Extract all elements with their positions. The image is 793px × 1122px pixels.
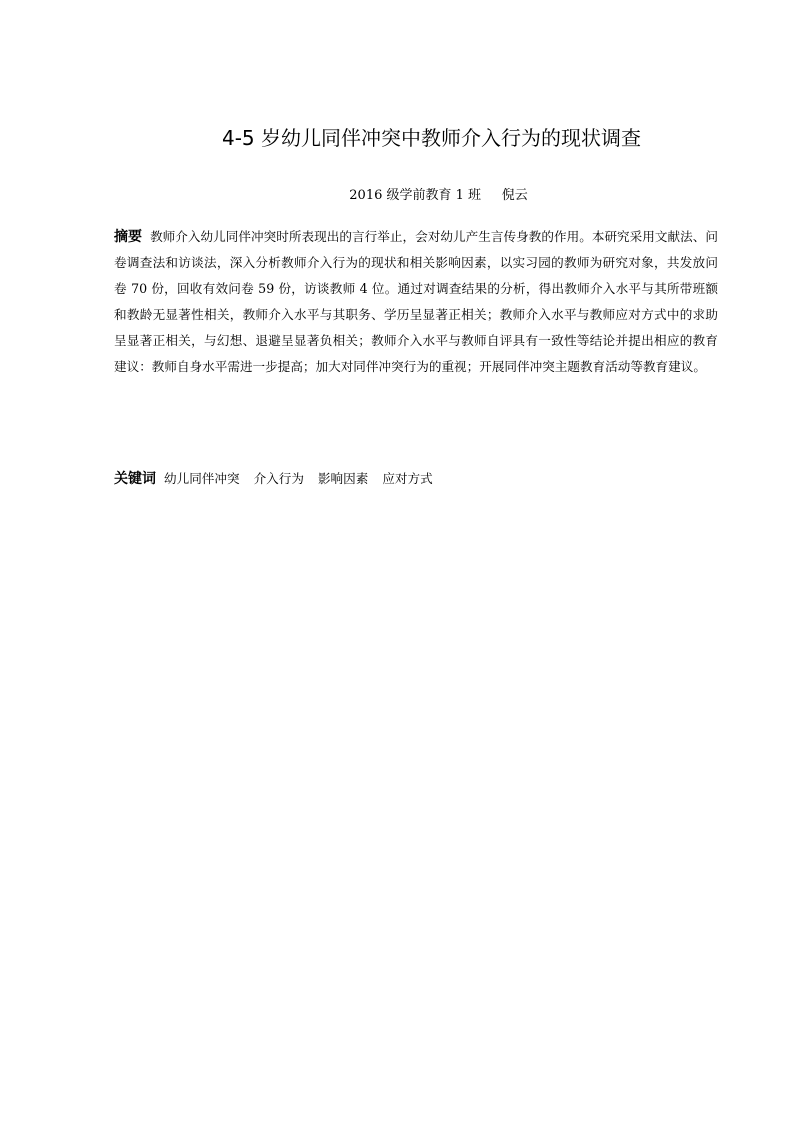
abstract-section: [114, 224, 718, 380]
keyword-item: 影响因素: [317, 471, 369, 486]
abstract-text: 教师介入幼儿同伴冲突时所表现出的言行举止，会对幼儿产生言传身教的作用。本研究采用文献法、问卷调查法和访谈法，深入分析教师介入行为的现状和相关影响因素，以实习园的教师为研究对象，共发放问卷 70 份，回收有效问卷 59 份，访谈教师 4 位。通过对调查结果的分析，得出教师介入水平与其所带班额和教龄无显著性相关，教师介入水平与其职务、学历呈显著正相关；教师介入水平与教师应对方式中的求助呈显著正相关，与幻想、退避呈显著负相关；教师介入水平与教师自评具有一致性等结论并提出相应的教育建议：教师自身水平需进一步提高；加大对同伴冲突行为的重视；开展同伴冲突主题教育活动等教育建议。: [114, 229, 719, 374]
keyword-item: 幼儿同伴冲突: [164, 471, 240, 486]
keyword-item: 应对方式: [382, 471, 433, 486]
keyword-item: 介入行为: [253, 471, 304, 486]
paper-title: 4-5 岁幼儿同伴冲突中教师介入行为的现状调查: [221, 126, 642, 150]
author-line: 2016 级学前教育 1 班 倪云: [349, 188, 528, 203]
keywords-label: 关键词: [114, 471, 156, 487]
abstract-label: 摘要: [114, 229, 143, 245]
keywords-section: [114, 468, 718, 490]
